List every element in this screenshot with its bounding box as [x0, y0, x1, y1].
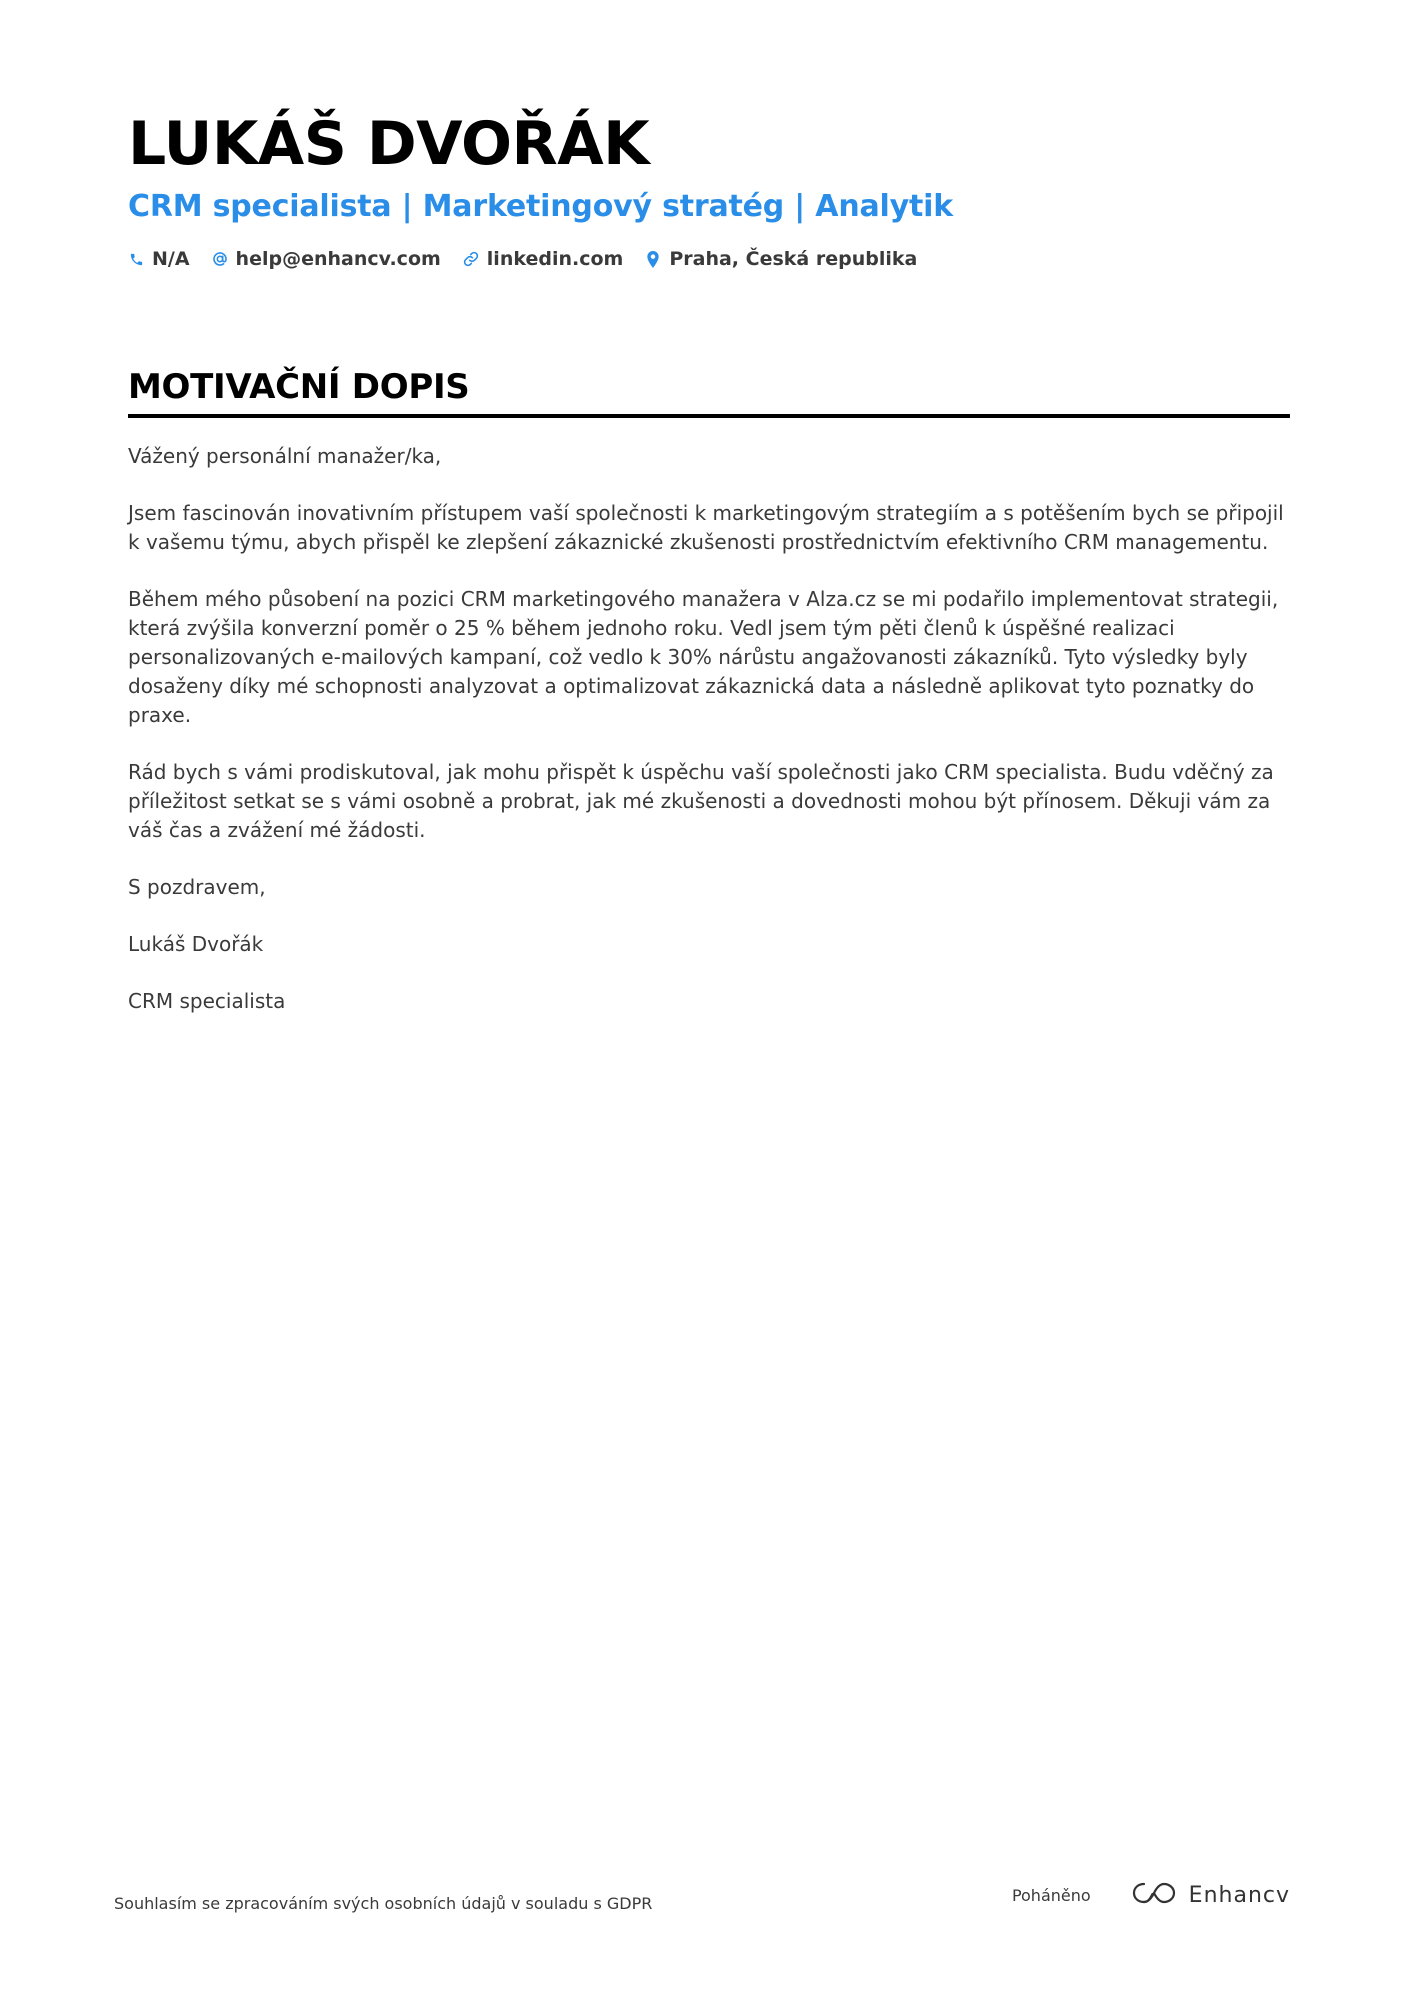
letter-greeting: Vážený personální manažer/ka, — [128, 444, 442, 468]
contact-phone — [128, 248, 190, 270]
signature-name: Lukáš Dvořák — [128, 932, 264, 956]
contact-location-text: Praha, Česká republika — [669, 248, 918, 270]
at-icon — [212, 251, 228, 267]
enhancv-brand[interactable] — [1131, 1880, 1290, 1910]
enhancv-logo-icon — [1131, 1880, 1177, 1910]
candidate-name: LUKÁŠ DVOŘÁK — [128, 109, 650, 179]
location-pin-icon — [645, 251, 661, 267]
letter-body — [128, 442, 1290, 1016]
contact-location — [645, 248, 917, 270]
letter-paragraph-1: Jsem fascinován inovativním přístupem vaší společnosti k marketingovým strategiím a s potěšením bych se připojil k vašemu týmu, abych přispěl ke zlepšení zákaznické zkušenosti prostřednictvím efektivního CRM managementu. — [128, 501, 1284, 554]
section-title: MOTIVAČNÍ DOPIS — [128, 367, 470, 407]
signature-title: CRM specialista — [128, 989, 286, 1013]
brand-name: Enhancv — [1188, 1882, 1290, 1908]
letter-closing: S pozdravem, — [128, 875, 266, 899]
resume-header — [128, 108, 1288, 270]
contact-phone-text: N/A — [152, 248, 190, 270]
phone-icon — [128, 251, 144, 267]
contact-email[interactable] — [212, 248, 441, 270]
letter-paragraph-3: Rád bych s vámi prodiskutoval, jak mohu přispět k úspěchu vaší společnosti jako CRM specialista. Budu vděčný za příležitost setkat se s vámi osobně a probrat, jak mé zkušenosti a dovednosti mohou být přínosem. Děkuji vám za váš čas a zvážení mé žádosti. — [128, 760, 1274, 842]
footer-branding — [1012, 1880, 1290, 1910]
contact-info — [128, 248, 1288, 270]
gdpr-consent: Souhlasím se zpracováním svých osobních údajů v souladu s GDPR — [114, 1894, 653, 1913]
contact-linkedin-text: linkedin.com — [486, 248, 624, 270]
contact-linkedin[interactable] — [463, 248, 624, 270]
contact-email-text: help@enhancv.com — [235, 248, 441, 270]
link-icon — [463, 251, 479, 267]
candidate-title: CRM specialista | Marketingový stratég | Analytik — [128, 189, 953, 224]
powered-by-label: Poháněno — [1011, 1885, 1091, 1905]
cover-letter-section — [128, 366, 1290, 1044]
letter-paragraph-2: Během mého působení na pozici CRM marketingového manažera v Alza.cz se mi podařilo implementovat strategii, která zvýšila konverzní poměr o 25 % během jednoho roku. Vedl jsem tým pěti členů k úspěšné realizaci personalizovaných e-mailových kampaní, což vedlo k 30% nárůstu angažovanosti zákazníků. Tyto výsledky byly dosaženy díky mé schopnosti analyzovat a optimalizovat zákaznická data a následně aplikovat tyto poznatky do praxe. — [128, 587, 1279, 727]
section-divider — [128, 414, 1290, 418]
